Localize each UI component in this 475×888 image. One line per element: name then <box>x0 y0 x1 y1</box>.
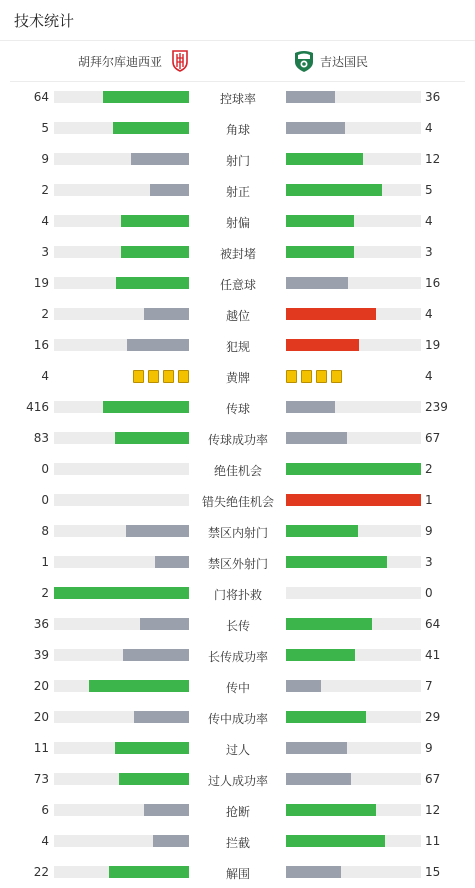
stat-row <box>0 237 475 268</box>
stat-row <box>0 485 475 516</box>
away-value: 3 <box>425 555 433 569</box>
home-bar-track <box>54 122 189 134</box>
away-bar-track <box>286 866 421 878</box>
stat-row <box>0 299 475 330</box>
home-bar-fill <box>119 773 189 785</box>
away-value: 9 <box>425 524 433 538</box>
away-value: 1 <box>425 493 433 507</box>
away-bar-fill <box>286 618 372 630</box>
away-bar-track <box>286 246 421 258</box>
home-bar-track <box>54 494 189 506</box>
stat-label: 被封堵 <box>219 247 256 261</box>
home-bar-track <box>54 339 189 351</box>
stat-row <box>0 795 475 826</box>
home-value: 2 <box>41 307 49 321</box>
away-value: 16 <box>425 276 441 290</box>
home-value: 20 <box>33 679 49 693</box>
away-bar-fill <box>286 153 363 165</box>
away-bar-fill <box>286 246 354 258</box>
home-bar-fill <box>109 866 189 878</box>
home-bar-fill <box>103 401 189 413</box>
away-bar-fill <box>286 649 355 661</box>
away-bar-fill <box>286 494 421 506</box>
stat-label: 拦截 <box>225 836 250 850</box>
away-value: 11 <box>425 834 441 848</box>
away-bar-track <box>286 401 421 413</box>
home-bar-track <box>54 742 189 754</box>
away-bar-track <box>286 680 421 692</box>
stat-label: 门将扑救 <box>213 588 262 602</box>
away-value: 64 <box>425 617 441 631</box>
home-value: 83 <box>33 431 49 445</box>
title-bar <box>0 0 475 41</box>
home-bar-fill <box>103 91 189 103</box>
away-bar-track <box>286 494 421 506</box>
stat-label: 抢断 <box>225 805 250 819</box>
stat-row <box>0 330 475 361</box>
away-bar-fill <box>286 835 385 847</box>
stat-row <box>0 857 475 888</box>
away-value: 4 <box>425 307 433 321</box>
stat-label: 控球率 <box>219 92 256 106</box>
away-value: 29 <box>425 710 441 724</box>
stat-row <box>0 578 475 609</box>
stat-label: 越位 <box>225 309 250 323</box>
stat-row <box>0 361 475 392</box>
away-bar-track <box>286 308 421 320</box>
away-bar-track <box>286 432 421 444</box>
home-bar-fill <box>89 680 189 692</box>
away-bar-track <box>286 587 421 599</box>
away-bar-fill <box>286 525 358 537</box>
yellow-card-icon <box>133 370 144 383</box>
stat-row <box>0 702 475 733</box>
home-bar-track <box>54 711 189 723</box>
stat-row <box>0 516 475 547</box>
stat-row <box>0 82 475 113</box>
yellow-card-icon <box>178 370 189 383</box>
stat-row <box>0 206 475 237</box>
home-bar-fill <box>123 649 189 661</box>
home-bar-fill <box>127 339 189 351</box>
stat-row <box>0 764 475 795</box>
home-value: 4 <box>41 214 49 228</box>
away-bar-track <box>286 184 421 196</box>
home-value: 36 <box>33 617 49 631</box>
home-bar-track <box>54 308 189 320</box>
away-bar-track <box>286 835 421 847</box>
away-value: 4 <box>425 214 433 228</box>
stat-row <box>0 609 475 640</box>
stat-row <box>0 640 475 671</box>
home-bar-track <box>54 835 189 847</box>
away-bar-fill <box>286 432 347 444</box>
home-bar-fill <box>150 184 189 196</box>
yellow-card-icon <box>316 370 327 383</box>
stat-label: 传球成功率 <box>207 433 268 447</box>
home-bar-fill <box>121 246 189 258</box>
home-bar-fill <box>131 153 189 165</box>
away-bar-fill <box>286 308 376 320</box>
away-bar-track <box>286 463 421 475</box>
yellow-card-icon <box>286 370 297 383</box>
away-bar-track <box>286 153 421 165</box>
away-team-name: 吉达国民 <box>320 54 369 69</box>
away-bar-fill <box>286 339 359 351</box>
stat-label: 角球 <box>225 123 250 137</box>
away-bar-fill <box>286 91 335 103</box>
stat-row <box>0 423 475 454</box>
away-bar-fill <box>286 122 345 134</box>
yellow-card-icon <box>163 370 174 383</box>
away-bar-track <box>286 525 421 537</box>
home-bar-fill <box>155 556 189 568</box>
home-bar-track <box>54 153 189 165</box>
stat-label: 射偏 <box>225 216 250 230</box>
away-value: 67 <box>425 431 441 445</box>
home-bar-fill <box>134 711 189 723</box>
home-value: 22 <box>33 865 49 879</box>
home-bar-track <box>54 649 189 661</box>
away-bar-track <box>286 618 421 630</box>
away-yellow-cards <box>286 370 342 383</box>
stat-row <box>0 268 475 299</box>
home-team[interactable] <box>78 49 192 73</box>
away-bar-fill <box>286 277 348 289</box>
away-bar-track <box>286 122 421 134</box>
away-bar-fill <box>286 773 351 785</box>
away-bar-fill <box>286 215 354 227</box>
home-value: 16 <box>33 338 49 352</box>
home-value: 2 <box>41 586 49 600</box>
stat-label: 黄牌 <box>225 371 250 385</box>
stat-row <box>0 547 475 578</box>
home-value: 0 <box>41 493 49 507</box>
home-value: 1 <box>41 555 49 569</box>
home-bar-fill <box>140 618 189 630</box>
stat-label: 犯规 <box>225 340 250 354</box>
stat-label: 过人 <box>225 743 250 757</box>
away-bar-track <box>286 711 421 723</box>
yellow-card-icon <box>301 370 312 383</box>
home-bar-fill <box>115 742 189 754</box>
page-title: 技术统计 <box>14 12 75 30</box>
away-bar-track <box>286 91 421 103</box>
away-value: 2 <box>425 462 433 476</box>
stat-label: 过人成功率 <box>207 774 268 788</box>
away-value: 3 <box>425 245 433 259</box>
away-bar-track <box>286 773 421 785</box>
away-bar-track <box>286 804 421 816</box>
home-bar-fill <box>121 215 189 227</box>
away-bar-track <box>286 556 421 568</box>
home-bar-fill <box>115 432 189 444</box>
stat-row <box>0 392 475 423</box>
away-bar-fill <box>286 680 321 692</box>
away-bar-track <box>286 339 421 351</box>
stat-label: 禁区内射门 <box>207 526 268 540</box>
home-bar-fill <box>113 122 189 134</box>
home-bar-fill <box>144 804 189 816</box>
away-bar-fill <box>286 866 341 878</box>
away-team[interactable] <box>292 49 368 73</box>
away-bar-fill <box>286 401 335 413</box>
away-value: 41 <box>425 648 441 662</box>
away-bar-fill <box>286 556 387 568</box>
home-value: 9 <box>41 152 49 166</box>
home-value: 19 <box>33 276 49 290</box>
home-bar-fill <box>144 308 189 320</box>
home-bar-fill <box>126 525 189 537</box>
away-value: 12 <box>425 152 441 166</box>
stat-label: 禁区外射门 <box>207 557 268 571</box>
home-value: 0 <box>41 462 49 476</box>
yellow-card-icon <box>331 370 342 383</box>
home-bar-track <box>54 680 189 692</box>
home-bar-track <box>54 804 189 816</box>
home-value: 2 <box>41 183 49 197</box>
home-value: 73 <box>33 772 49 786</box>
team-header <box>10 41 465 82</box>
home-team-name: 胡拜尔库迪西亚 <box>78 54 163 69</box>
away-value: 19 <box>425 338 441 352</box>
away-bar-fill <box>286 711 366 723</box>
away-value: 0 <box>425 586 433 600</box>
away-bar-fill <box>286 804 376 816</box>
stat-label: 任意球 <box>219 278 256 292</box>
away-value: 4 <box>425 369 433 383</box>
home-value: 5 <box>41 121 49 135</box>
home-value: 20 <box>33 710 49 724</box>
away-value: 7 <box>425 679 433 693</box>
stat-label: 绝佳机会 <box>213 464 262 478</box>
stat-row <box>0 671 475 702</box>
stat-row <box>0 144 475 175</box>
away-value: 15 <box>425 865 441 879</box>
home-value: 4 <box>41 369 49 383</box>
home-value: 416 <box>26 400 49 414</box>
away-value: 9 <box>425 741 433 755</box>
away-value: 36 <box>425 90 441 104</box>
home-bar-track <box>54 184 189 196</box>
stat-label: 传球 <box>225 402 250 416</box>
away-value: 5 <box>425 183 433 197</box>
stat-row <box>0 454 475 485</box>
away-value: 239 <box>425 400 448 414</box>
away-value: 12 <box>425 803 441 817</box>
stat-label: 传中成功率 <box>207 712 268 726</box>
stat-row <box>0 175 475 206</box>
home-value: 39 <box>33 648 49 662</box>
away-value: 4 <box>425 121 433 135</box>
home-bar-track <box>54 587 189 599</box>
green-shield-crest-icon <box>292 49 316 73</box>
home-bar-track <box>54 91 189 103</box>
stat-label: 解围 <box>225 867 250 881</box>
home-bar-track <box>54 463 189 475</box>
home-bar-track <box>54 866 189 878</box>
away-bar-track <box>286 277 421 289</box>
home-value: 11 <box>33 741 49 755</box>
home-value: 6 <box>41 803 49 817</box>
home-yellow-cards <box>133 370 189 383</box>
home-value: 3 <box>41 245 49 259</box>
home-bar-track <box>54 277 189 289</box>
stat-row <box>0 826 475 857</box>
home-value: 4 <box>41 834 49 848</box>
home-bar-track <box>54 401 189 413</box>
away-bar-track <box>286 649 421 661</box>
away-bar-track <box>286 215 421 227</box>
away-bar-track <box>286 742 421 754</box>
home-bar-fill <box>116 277 189 289</box>
home-bar-fill <box>54 587 189 599</box>
home-bar-track <box>54 215 189 227</box>
stat-label: 射门 <box>225 154 250 168</box>
yellow-card-icon <box>148 370 159 383</box>
home-bar-track <box>54 246 189 258</box>
home-value: 64 <box>33 90 49 104</box>
away-bar-fill <box>286 463 421 475</box>
stat-label: 错失绝佳机会 <box>201 495 274 509</box>
home-value: 8 <box>41 524 49 538</box>
home-bar-track <box>54 432 189 444</box>
stat-label: 射正 <box>225 185 250 199</box>
away-bar-fill <box>286 184 382 196</box>
home-bar-track <box>54 556 189 568</box>
stat-label: 传中 <box>225 681 250 695</box>
away-value: 67 <box>425 772 441 786</box>
away-bar-fill <box>286 742 347 754</box>
stat-row <box>0 733 475 764</box>
home-bar-track <box>54 525 189 537</box>
home-bar-fill <box>153 835 189 847</box>
stat-row <box>0 113 475 144</box>
stat-label: 长传成功率 <box>207 650 268 664</box>
red-shield-crest-icon <box>168 49 192 73</box>
home-bar-track <box>54 618 189 630</box>
home-bar-track <box>54 773 189 785</box>
stat-label: 长传 <box>225 619 250 633</box>
